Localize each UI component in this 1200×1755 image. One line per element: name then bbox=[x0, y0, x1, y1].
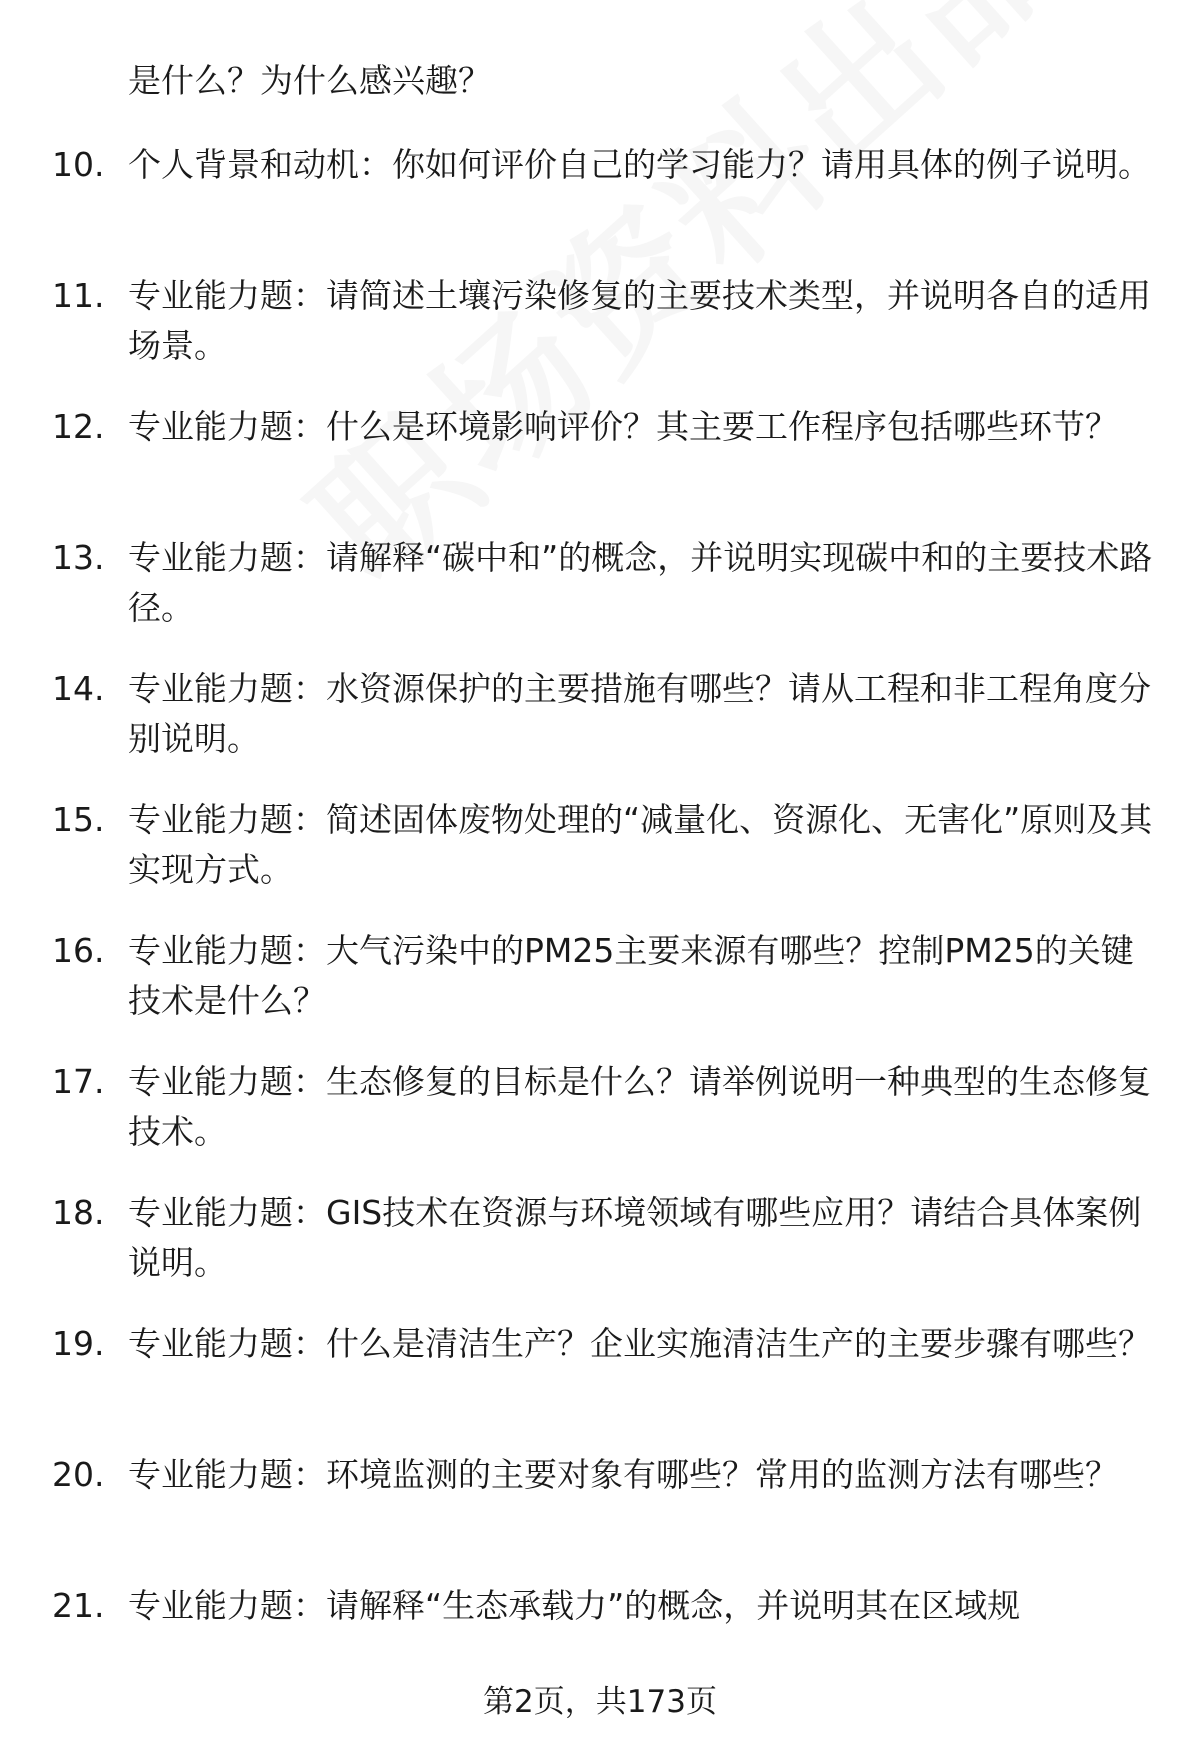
question-text: 专业能力题：什么是清洁生产？企业实施清洁生产的主要步骤有哪些？ bbox=[128, 1324, 1151, 1363]
question-number: 15. bbox=[52, 800, 105, 839]
question-number: 21. bbox=[52, 1586, 105, 1625]
question-item bbox=[0, 664, 1200, 795]
question-item bbox=[0, 1319, 1200, 1450]
question-item bbox=[0, 533, 1200, 664]
question-text: 专业能力题：简述固体废物处理的“减量化、资源化、无害化”原则及其实现方式。 bbox=[128, 800, 1153, 889]
question-text: 专业能力题：请解释“碳中和”的概念，并说明实现碳中和的主要技术路径。 bbox=[128, 538, 1153, 627]
question-list bbox=[0, 140, 1200, 1712]
question-text: 专业能力题：大气污染中的PM25主要来源有哪些？控制PM25的关键技术是什么？ bbox=[128, 931, 1134, 1020]
question-number: 17. bbox=[52, 1062, 105, 1101]
question-item bbox=[0, 140, 1200, 271]
question-number: 16. bbox=[52, 931, 105, 970]
question-number: 20. bbox=[52, 1455, 105, 1494]
question-number: 13. bbox=[52, 538, 105, 577]
question-text: 专业能力题：GIS技术在资源与环境领域有哪些应用？请结合具体案例说明。 bbox=[128, 1193, 1142, 1282]
question-number: 11. bbox=[52, 276, 105, 315]
question-text: 专业能力题：请简述土壤污染修复的主要技术类型，并说明各自的适用场景。 bbox=[128, 276, 1151, 365]
question-number: 10. bbox=[52, 145, 105, 184]
question-text: 专业能力题：什么是环境影响评价？其主要工作程序包括哪些环节？ bbox=[128, 407, 1118, 446]
question-item bbox=[0, 795, 1200, 926]
continuation-text: 是什么？为什么感兴趣？ bbox=[128, 61, 491, 100]
question-item bbox=[0, 402, 1200, 533]
question-text: 个人背景和动机：你如何评价自己的学习能力？请用具体的例子说明。 bbox=[128, 145, 1151, 184]
question-item bbox=[0, 1057, 1200, 1188]
question-number: 18. bbox=[52, 1193, 105, 1232]
question-number: 14. bbox=[52, 669, 105, 708]
question-number: 19. bbox=[52, 1324, 105, 1363]
question-text: 专业能力题：生态修复的目标是什么？请举例说明一种典型的生态修复技术。 bbox=[128, 1062, 1151, 1151]
question-text: 专业能力题：环境监测的主要对象有哪些？常用的监测方法有哪些？ bbox=[128, 1455, 1118, 1494]
question-item bbox=[0, 926, 1200, 1057]
page-footer: 第2页，共173页 bbox=[483, 1684, 717, 1720]
question-item bbox=[0, 1188, 1200, 1319]
question-item bbox=[0, 1450, 1200, 1581]
question-item bbox=[0, 271, 1200, 402]
question-text: 专业能力题：请解释“生态承载力”的概念，并说明其在区域规 bbox=[128, 1586, 1021, 1625]
question-text: 专业能力题：水资源保护的主要措施有哪些？请从工程和非工程角度分别说明。 bbox=[128, 669, 1151, 758]
question-number: 12. bbox=[52, 407, 105, 446]
